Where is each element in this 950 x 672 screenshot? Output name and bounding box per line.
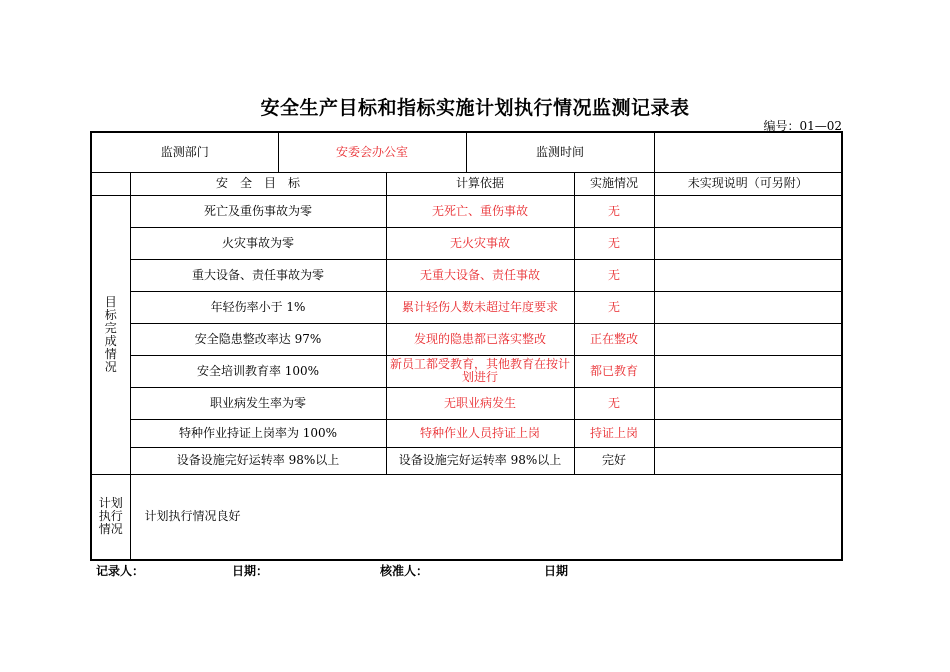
time-label: 监测时间: [466, 132, 654, 172]
row-basis[interactable]: 无火灾事故: [386, 227, 574, 259]
table-row: [91, 355, 842, 387]
row-status[interactable]: 持证上岗: [574, 419, 654, 447]
approver-label: 核准人：: [380, 564, 429, 578]
page-title: 安全生产目标和指标实施计划执行情况监测记录表: [260, 97, 690, 119]
row-basis[interactable]: 无职业病发生: [386, 387, 574, 419]
table-row: [91, 195, 842, 227]
dept-value[interactable]: 安委会办公室: [278, 132, 466, 172]
row-basis[interactable]: 设备设施完好运转率 98%以上: [386, 447, 574, 474]
row-target: 年轻伤率小于 1%: [130, 291, 386, 323]
row-target: 重大设备、责任事故为零: [130, 259, 386, 291]
row-status[interactable]: 无: [574, 291, 654, 323]
row-target: 安全隐患整改率达 97%: [130, 323, 386, 355]
table-row: [91, 323, 842, 355]
signature-footer: [96, 562, 856, 578]
dept-label: 监测部门: [91, 132, 278, 172]
col-status-header: 实施情况: [574, 172, 654, 195]
row-target: 火灾事故为零: [130, 227, 386, 259]
column-header-row: [91, 172, 842, 195]
col-target-header: 安 全 目 标: [130, 172, 386, 195]
row-note[interactable]: [654, 291, 842, 323]
row-note[interactable]: [654, 355, 842, 387]
row-basis[interactable]: 新员工都受教育，其他教育在按计划进行: [386, 355, 574, 387]
plan-label: 计划 执行 情况: [91, 474, 130, 560]
row-target: 职业病发生率为零: [130, 387, 386, 419]
row-target: 设备设施完好运转率 98%以上: [130, 447, 386, 474]
row-note[interactable]: [654, 195, 842, 227]
row-note[interactable]: [654, 323, 842, 355]
row-basis[interactable]: 特种作业人员持证上岗: [386, 419, 574, 447]
table-row: [91, 447, 842, 474]
row-target: 死亡及重伤事故为零: [130, 195, 386, 227]
col-basis-header: 计算依据: [386, 172, 574, 195]
row-note[interactable]: [654, 419, 842, 447]
row-target: 特种作业持证上岗率为 100%: [130, 419, 386, 447]
header-row: [91, 132, 842, 172]
row-basis[interactable]: 发现的隐患都已落实整改: [386, 323, 574, 355]
row-status[interactable]: 无: [574, 387, 654, 419]
row-note[interactable]: [654, 447, 842, 474]
document-number: 编号：01—02: [763, 119, 842, 133]
row-basis[interactable]: 无重大设备、责任事故: [386, 259, 574, 291]
time-value[interactable]: [654, 132, 842, 172]
row-status[interactable]: 完好: [574, 447, 654, 474]
row-basis[interactable]: 无死亡、重伤事故: [386, 195, 574, 227]
table-row: [91, 227, 842, 259]
row-status[interactable]: 无: [574, 259, 654, 291]
corner-cell: [91, 172, 130, 195]
plan-row: [91, 474, 842, 560]
section-label: 目 标 完 成 情 况: [91, 195, 130, 474]
date-label-2: 日期: [544, 564, 569, 578]
table-row: [91, 387, 842, 419]
table-row: [91, 291, 842, 323]
row-note[interactable]: [654, 387, 842, 419]
row-note[interactable]: [654, 259, 842, 291]
row-target: 安全培训教育率 100%: [130, 355, 386, 387]
row-status[interactable]: 无: [574, 195, 654, 227]
col-note-header: 未实现说明（可另附）: [654, 172, 842, 195]
row-note[interactable]: [654, 227, 842, 259]
row-status[interactable]: 正在整改: [574, 323, 654, 355]
table-row: [91, 419, 842, 447]
row-basis[interactable]: 累计轻伤人数未超过年度要求: [386, 291, 574, 323]
row-status[interactable]: 无: [574, 227, 654, 259]
recorder-label: 记录人：: [96, 564, 145, 578]
plan-value[interactable]: 计划执行情况良好: [130, 474, 842, 560]
date-label-1: 日期：: [232, 564, 269, 578]
row-status[interactable]: 都已教育: [574, 355, 654, 387]
table-row: [91, 259, 842, 291]
monitoring-record-table: [90, 131, 843, 561]
